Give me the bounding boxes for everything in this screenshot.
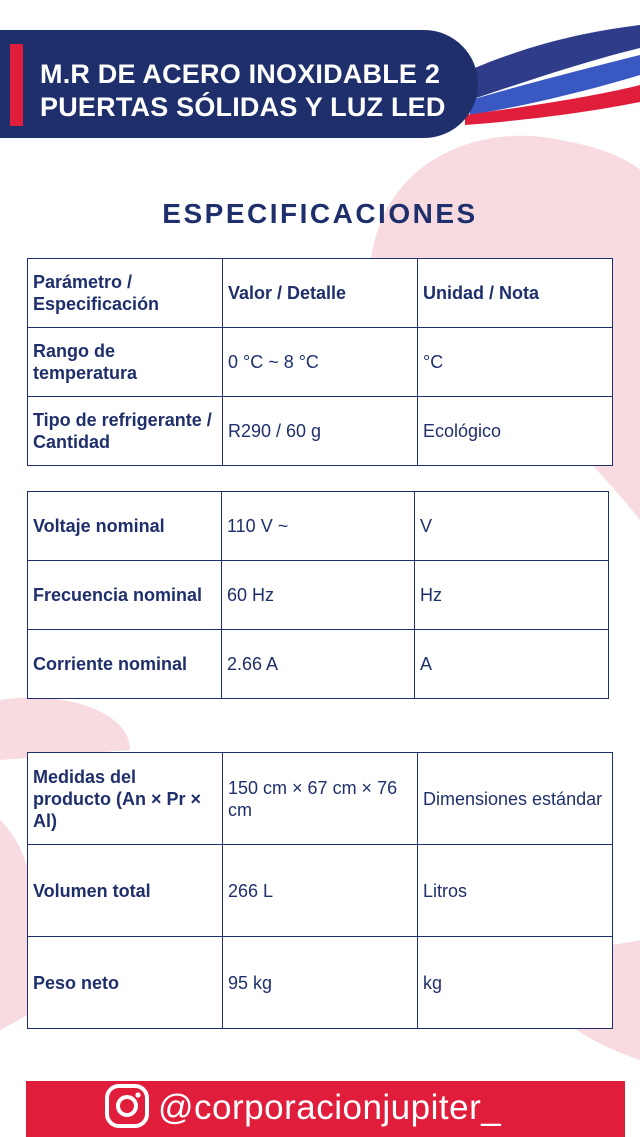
header-cell: Valor / Detalle	[223, 259, 418, 328]
spec-table-electrical	[27, 491, 609, 699]
unit-cell: V	[415, 492, 609, 561]
value-cell: 2.66 A	[222, 630, 415, 699]
table-row	[28, 630, 609, 699]
param-cell: Rango de temperatura	[28, 328, 223, 397]
unit-cell: °C	[418, 328, 613, 397]
table-row	[28, 753, 613, 845]
unit-cell: A	[415, 630, 609, 699]
table-row	[28, 397, 613, 466]
header-cell: Parámetro / Especificación	[28, 259, 223, 328]
unit-cell: Dimensiones estándar	[418, 753, 613, 845]
value-cell: 266 L	[223, 845, 418, 937]
unit-cell: Ecológico	[418, 397, 613, 466]
title-accent-bar	[10, 44, 23, 126]
spec-table-general	[27, 258, 613, 466]
section-title: ESPECIFICACIONES	[162, 198, 478, 229]
param-cell: Frecuencia nominal	[28, 561, 222, 630]
product-title: M.R DE ACERO INOXIDABLE 2 PUERTAS SÓLIDAS Y LUZ LED	[40, 59, 446, 122]
table-row	[28, 561, 609, 630]
table-row	[28, 845, 613, 937]
instagram-handle-link[interactable]: @corporacionjupiter_	[158, 1088, 502, 1127]
param-cell: Corriente nominal	[28, 630, 222, 699]
instagram-icon[interactable]	[104, 1083, 150, 1129]
param-cell: Tipo de refrigerante / Cantidad	[28, 397, 223, 466]
spec-table-dimensions	[27, 752, 613, 1029]
value-cell: 150 cm × 67 cm × 76 cm	[223, 753, 418, 845]
value-cell: R290 / 60 g	[223, 397, 418, 466]
param-cell: Volumen total	[28, 845, 223, 937]
param-cell: Voltaje nominal	[28, 492, 222, 561]
param-cell: Medidas del producto (An × Pr × Al)	[28, 753, 223, 845]
unit-cell: Hz	[415, 561, 609, 630]
table-row	[28, 259, 613, 328]
param-cell: Peso neto	[28, 937, 223, 1029]
unit-cell: kg	[418, 937, 613, 1029]
table-row	[28, 328, 613, 397]
value-cell: 110 V ~	[222, 492, 415, 561]
value-cell: 0 °C ~ 8 °C	[223, 328, 418, 397]
table-row	[28, 937, 613, 1029]
table-row	[28, 492, 609, 561]
value-cell: 95 kg	[223, 937, 418, 1029]
header-cell: Unidad / Nota	[418, 259, 613, 328]
value-cell: 60 Hz	[222, 561, 415, 630]
unit-cell: Litros	[418, 845, 613, 937]
